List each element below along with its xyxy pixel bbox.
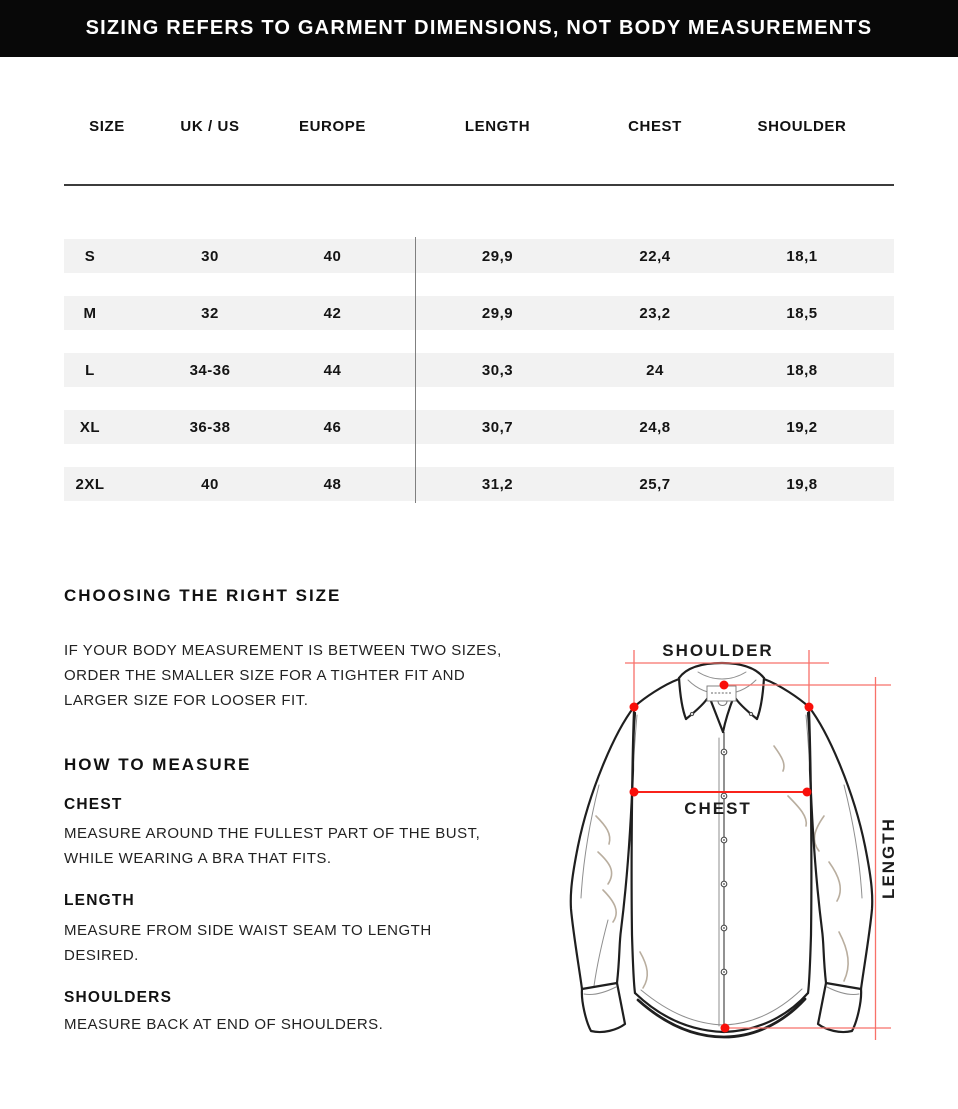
shirt-diagram-svg (540, 620, 958, 1060)
text-line: MEASURE AROUND THE FULLEST PART OF THE BUST, (64, 825, 481, 842)
col-header-size: SIZE (89, 117, 125, 135)
choosing-size-title: CHOOSING THE RIGHT SIZE (64, 586, 342, 605)
measure-chest-label: CHEST (64, 796, 123, 813)
cell-chest: 24,8 (639, 418, 671, 436)
cell-shoulder: 18,5 (786, 304, 818, 322)
col-header-chest: CHEST (628, 117, 682, 135)
cell-uk-us: 40 (201, 475, 219, 493)
cell-length: 31,2 (481, 475, 514, 493)
how-to-measure-title: HOW TO MEASURE (64, 755, 252, 774)
cell-europe: 46 (323, 418, 342, 436)
cell-chest: 23,2 (639, 304, 671, 322)
table-header-rule (64, 184, 894, 186)
cell-length: 29,9 (481, 304, 514, 322)
cell-uk-us: 36-38 (189, 418, 231, 436)
cell-uk-us: 30 (201, 247, 219, 265)
table-row (64, 410, 894, 444)
diagram-shoulder-label: SHOULDER (662, 641, 774, 660)
cell-europe: 44 (323, 361, 342, 379)
col-header-length: LENGTH (464, 117, 531, 135)
diagram-chest-label: CHEST (684, 799, 752, 818)
measurement-annotations (625, 650, 891, 1040)
text-line: DESIRED. (64, 947, 139, 964)
sizing-disclaimer-banner (0, 0, 958, 57)
cell-europe: 48 (323, 475, 342, 493)
table-row (64, 239, 894, 273)
table-row (64, 467, 894, 501)
choosing-size-text (64, 638, 502, 713)
cell-size: 2XL (75, 475, 105, 493)
text-line: IF YOUR BODY MEASUREMENT IS BETWEEN TWO SIZES, (64, 642, 502, 659)
cell-size: L (85, 361, 95, 379)
cell-shoulder: 18,1 (786, 247, 818, 265)
cell-uk-us: 32 (201, 304, 219, 322)
cell-chest: 22,4 (639, 247, 671, 265)
measure-point-dots (630, 681, 814, 1033)
cell-size: S (84, 247, 96, 265)
col-header-europe: EUROPE (299, 117, 366, 135)
text-line: MEASURE FROM SIDE WAIST SEAM TO LENGTH (64, 922, 432, 939)
col-header-uk-us: UK / US (180, 117, 240, 135)
text-line: ORDER THE SMALLER SIZE FOR A TIGHTER FIT AND (64, 667, 466, 684)
cell-europe: 42 (323, 304, 342, 322)
cell-size: M (83, 304, 97, 322)
shirt-measurement-diagram (540, 620, 958, 1060)
cell-shoulder: 18,8 (786, 361, 818, 379)
col-header-shoulder: SHOULDER (757, 117, 847, 135)
size-table-header (64, 110, 894, 142)
text-line: WHILE WEARING A BRA THAT FITS. (64, 850, 332, 867)
cell-length: 30,7 (481, 418, 514, 436)
shirt-buttons (690, 712, 752, 974)
cell-shoulder: 19,2 (786, 418, 818, 436)
size-table-body (64, 239, 894, 524)
cell-uk-us: 34-36 (189, 361, 231, 379)
banner-text: SIZING REFERS TO GARMENT DIMENSIONS, NOT BODY MEASUREMENTS (85, 17, 873, 39)
table-row (64, 296, 894, 330)
cell-shoulder: 19,8 (786, 475, 818, 493)
cell-length: 29,9 (481, 247, 514, 265)
cell-size: XL (79, 418, 101, 436)
cell-europe: 40 (323, 247, 342, 265)
cell-chest: 25,7 (639, 475, 671, 493)
measure-shoulders-text (64, 1012, 383, 1037)
table-row (64, 353, 894, 387)
cell-chest: 24 (646, 361, 664, 379)
diagram-length-label: LENGTH (879, 817, 898, 899)
measure-length-label: LENGTH (64, 892, 135, 909)
text-line: MEASURE BACK AT END OF SHOULDERS. (64, 1016, 384, 1033)
table-column-divider (415, 237, 416, 503)
measure-chest-text (64, 821, 480, 871)
shirt-outline (571, 663, 872, 1037)
measure-length-text (64, 918, 432, 968)
text-line: LARGER SIZE FOR LOOSER FIT. (64, 692, 309, 709)
cell-length: 30,3 (481, 361, 514, 379)
measure-shoulders-label: SHOULDERS (64, 989, 173, 1006)
